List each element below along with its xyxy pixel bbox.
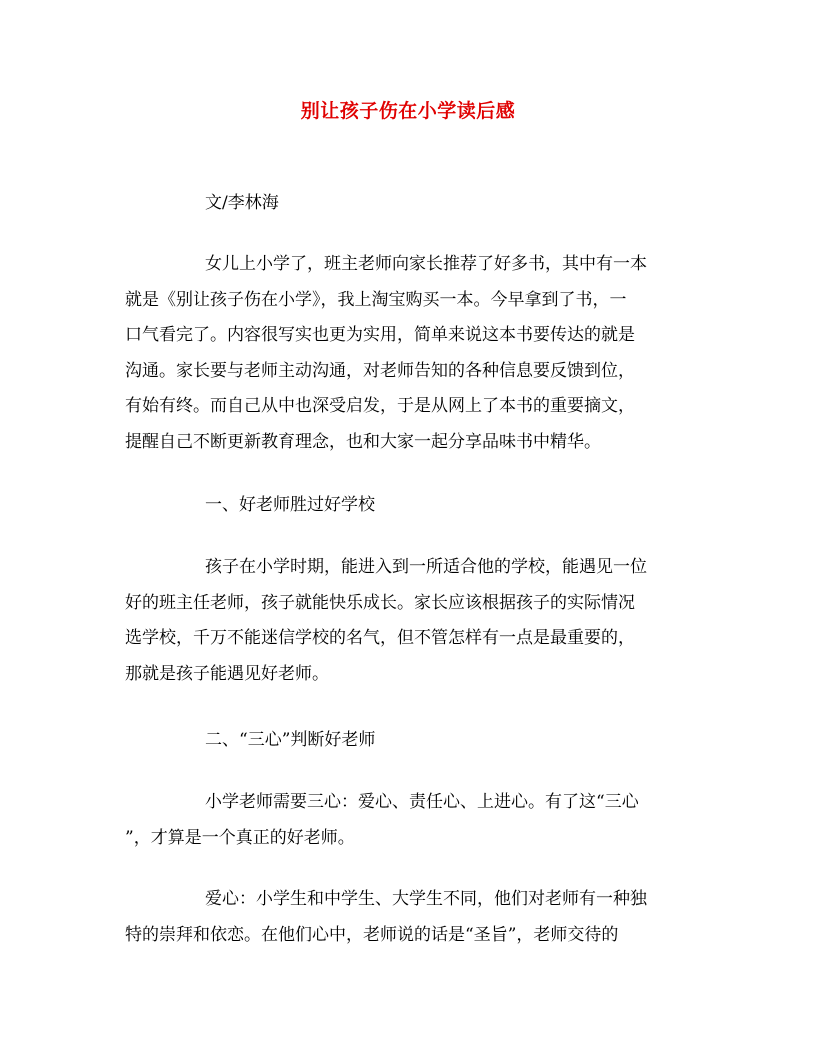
intro-paragraph (125, 247, 691, 460)
paragraph-line: ”，才算是一个真正的好老师。 (125, 827, 355, 848)
paragraph-line: 特的崇拜和依恋。在他们心中，老师说的话是“圣旨”，老师交待的 (125, 924, 619, 945)
paragraph-line: 那就是孩子能遇见好老师。 (125, 663, 329, 684)
section-heading-text: 一、好老师胜过好学校 (205, 495, 375, 515)
paragraph-line: 女儿上小学了，班主老师向家长推荐了好多书，其中有一本 (205, 254, 647, 274)
section-heading-text: 二、“三心”判断好老师 (205, 730, 376, 750)
section2-paragraph (125, 785, 691, 856)
paragraph-line: 提醒自己不断更新教育理念，也和大家一起分享品味书中精华。 (125, 431, 601, 452)
section1-heading (125, 488, 691, 524)
paragraph-line: 口气看完了。内容很写实也更为实用，简单来说这本书要传达的就是 (125, 325, 635, 345)
author-text: 文/李林海 (205, 193, 279, 213)
paragraph-line: 好的班主任老师，孩子就能快乐成长。家长应该根据孩子的实际情况 (125, 592, 635, 613)
love-paragraph (125, 882, 691, 953)
paragraph-line: 选学校，千万不能迷信学校的名气，但不管怎样有一点是最重要的， (125, 628, 635, 648)
paragraph-line: 沟通。家长要与老师主动沟通，对老师告知的各种信息要反馈到位， (125, 360, 635, 381)
author-line (125, 186, 691, 222)
paragraph-line: 孩子在小学时期，能进入到一所适合他的学校，能遇见一位 (205, 557, 647, 577)
section2-heading (125, 723, 691, 759)
paragraph-line: 小学老师需要三心：爱心、责任心、上进心。有了这“三心 (205, 792, 639, 812)
paragraph-line: 爱心：小学生和中学生、大学生不同，他们对老师有一种独 (205, 889, 647, 909)
paragraph-line: 就是《别让孩子伤在小学》，我上淘宝购买一本。今早拿到了书，一 (125, 289, 627, 310)
section1-paragraph (125, 550, 691, 692)
paragraph-line: 有始有终。而自己从中也深受启发，于是从网上了本书的重要摘文， (125, 396, 635, 416)
document-title: 别让孩子伤在小学读后感 (300, 100, 516, 122)
